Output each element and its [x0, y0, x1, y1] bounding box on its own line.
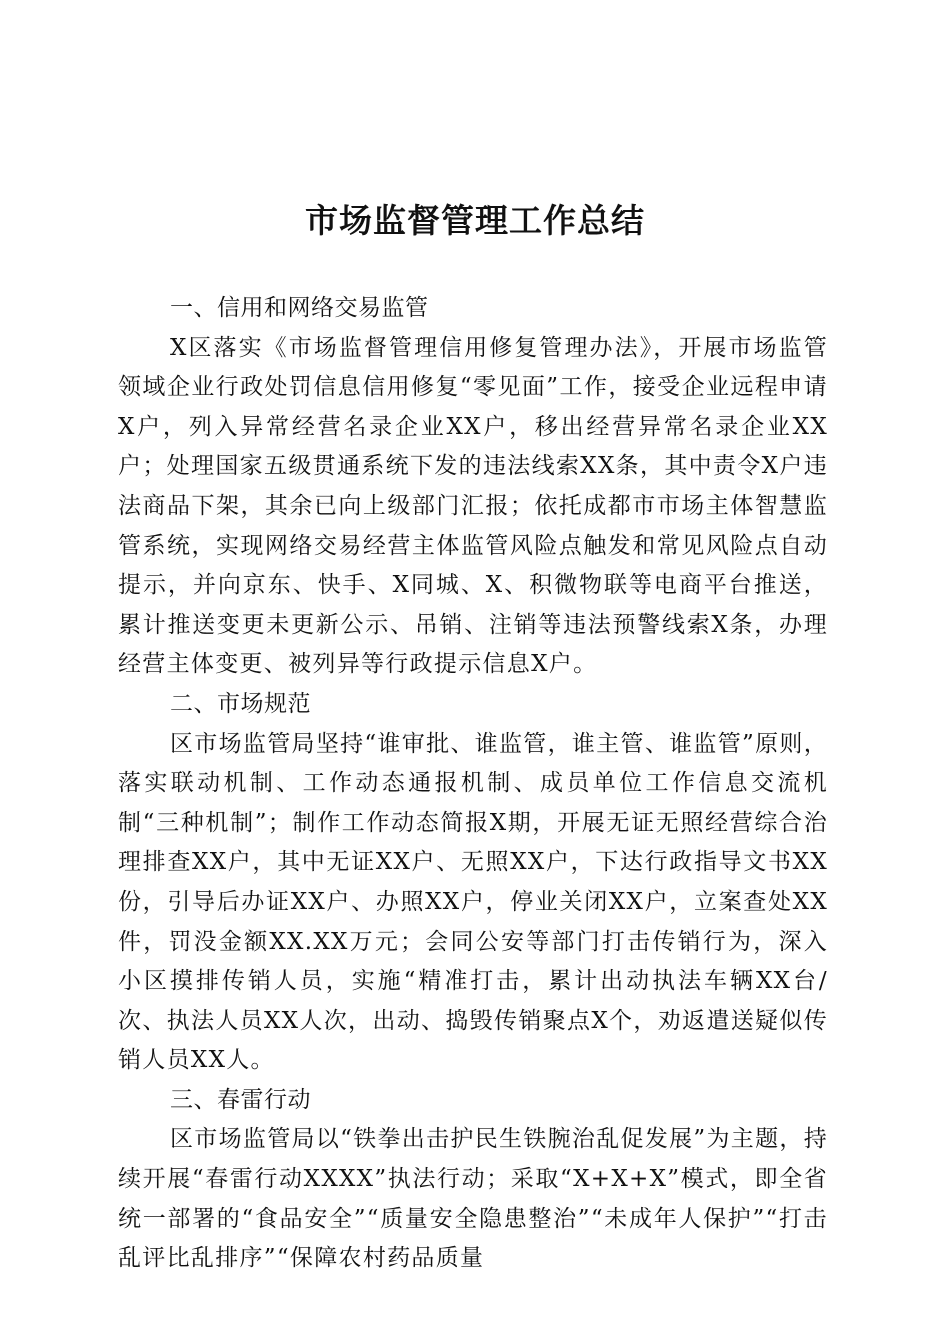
- section-paragraph: 区市场监管局以“铁拳出击护民生铁腕治乱促发展”为主题，持续开展“春雷行动XXXX”执法行动；采取“X+X+X”模式，即全省统一部署的“食品安全”“质量安全隐患整治”“未成年人保护”“打击乱评比乱排序”“保障农村药品质量: [118, 1126, 828, 1272]
- section-heading: 一、信用和网络交易监管: [170, 295, 429, 321]
- section-heading: 二、市场规范: [170, 690, 311, 717]
- section-spring-thunder-action: [118, 1081, 828, 1279]
- section-paragraph: 区市场监管局坚持“谁审批、谁监管，谁主管、谁监管”原则，落实联动机制、工作动态通报机制、成员单位工作信息交流机制“三种机制”；制作工作动态简报X期，开展无证无照经营综合治理排查XX户，其中无证XX户、无照XX户，下达行政指导文书XX份，引导后办证XX户、办照XX户，停业关闭XX户，立案查处XX件，罚没金额XX.XX万元；会同公安等部门打击传销行为，深入小区摸排传销人员，实施“精准打击，累计出动执法车辆XX台/次、执法人员XX人次，出动、捣毁传销聚点X个，劝返遣送疑似传销人员XX人。: [118, 730, 828, 1074]
- section-credit-online-trade: [118, 289, 828, 685]
- section-paragraph: X区落实《市场监督管理信用修复管理办法》，开展市场监管领域企业行政处罚信息信用修复“零见面”工作，接受企业远程申请X户，列入异常经营名录企业XX户，移出经营异常名录企业XX户；处理国家五级贯通系统下发的违法线索XX条，其中责令X户违法商品下架，其余已向上级部门汇报；依托成都市市场主体智慧监管系统，实现网络交易经营主体监管风险点触发和常见风险点自动提示，并向京东、快手、X同城、X、积微物联等电商平台推送，累计推送变更未更新公示、吊销、注销等违法预警线索X条，办理经营主体变更、被列异等行政提示信息X户。: [118, 334, 828, 678]
- document-body: [118, 289, 828, 1279]
- document-title: 市场监督管理工作总结: [305, 201, 645, 240]
- section-heading: 三、春雷行动: [170, 1086, 311, 1113]
- section-market-regulation: [118, 685, 828, 1081]
